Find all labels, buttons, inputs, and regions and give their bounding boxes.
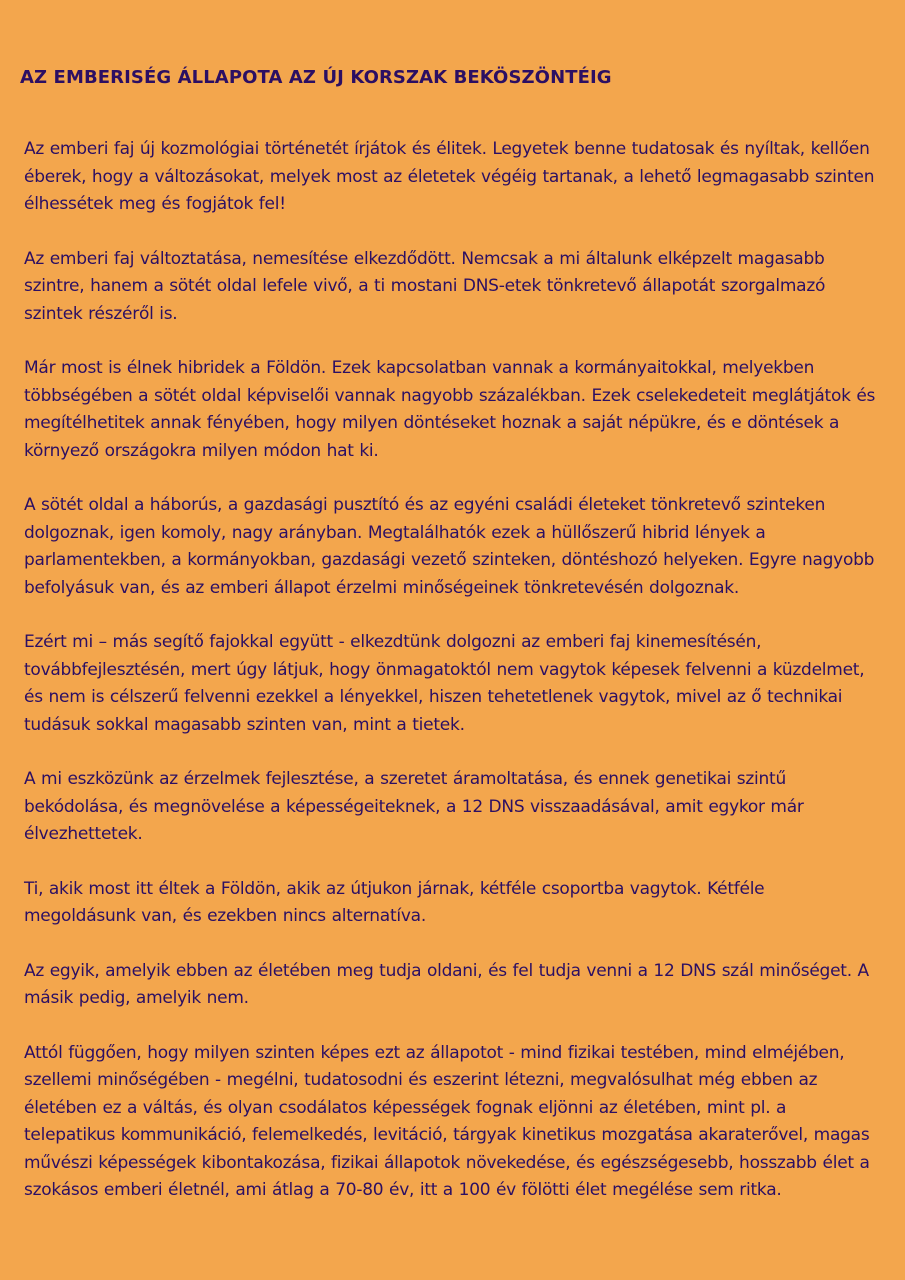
document-body — [24, 136, 881, 1205]
paragraph-1: Az emberi faj új kozmológiai történetét írjátok és élitek. Legyetek benne tudatosak és nyíltak, kellően éberek, hogy a változásokat, melyek most az életetek végéig tartanak, a lehető legmagasabb szinten élhessétek meg és fogjátok fel! — [24, 139, 875, 214]
paragraph-7: Ti, akik most itt éltek a Földön, akik az útjukon járnak, kétféle csoportba vagytok. Kétféle megoldásunk van, és ezekben nincs alternatíva. — [24, 878, 765, 926]
paragraph-3: Már most is élnek hibridek a Földön. Ezek kapcsolatban vannak a kormányaitokkal, melyekben többségében a sötét oldal képviselői vannak nagyobb százalékban. Ezek cselekedeteit meglátjátok és megítélhetitek annak fényében, hogy milyen döntéseket hoznak a saját népükre, és e döntések a környező országokra milyen módon hat ki. — [24, 358, 876, 461]
document-title: AZ EMBERISÉG ÁLLAPOTA AZ ÚJ KORSZAK BEKÖSZÖNTÉIG — [20, 67, 612, 88]
paragraph-5: Ezért mi – más segítő fajokkal együtt - elkezdtünk dolgozni az emberi faj kinemesítésén, továbbfejlesztésén, mert úgy látjuk, hogy önmagatoktól nem vagytok képesek felvenni a küzdelmet, és nem is célszerű felvenni ezekkel a lényekkel, hiszen tehetetlenek vagytok, mivel az ő technikai tudásuk sokkal magasabb szinten van, mint a tietek. — [24, 632, 865, 735]
paragraph-6: A mi eszközünk az érzelmek fejlesztése, a szeretet áramoltatása, és ennek genetikai szintű bekódolása, és megnövelése a képességeiteknek, a 12 DNS visszaadásával, amit egykor már élvezhettetek. — [24, 769, 804, 844]
paragraph-9: Attól függően, hogy milyen szinten képes ezt az állapotot - mind fizikai testében, mind elméjében, szellemi minőségében - megélni, tudatosodni és eszerint létezni, megvalósulhat még ebben az életében ez a váltás, és olyan csodálatos képességek fognak eljönni az életében, mint pl. a telepatikus kommunikáció, felemelkedés, levitáció, tárgyak kinetikus mozgatása akaraterővel, magas művészi képességek kibontakozása, fizikai állapotok növekedése, és egészségesebb, hosszabb élet a szokásos emberi életnél, ami átlag a 70-80 év, itt a 100 év fölötti élet megélése sem ritka. — [24, 1042, 870, 1200]
paragraph-2: Az emberi faj változtatása, nemesítése elkezdődött. Nemcsak a mi általunk elképzelt magasabb szintre, hanem a sötét oldal lefele vivő, a ti mostani DNS-etek tönkretevő állapotát szorgalmazó szintek részéről is. — [24, 248, 826, 324]
paragraph-4: A sötét oldal a háborús, a gazdasági pusztító és az egyéni családi életeket tönkretevő szinteken dolgoznak, igen komoly, nagy arányban. Megtalálhatók ezek a hüllőszerű hibrid lények a parlamentekben, a kormányokban, gazdasági vezető szinteken, döntéshozó helyeken. Egyre nagyobb befolyásuk van, és az emberi állapot érzelmi minőségeinek tönkretevésén dolgoznak. — [24, 495, 875, 598]
paragraph-8: Az egyik, amelyik ebben az életében meg tudja oldani, és fel tudja venni a 12 DNS szál minőséget. A másik pedig, amelyik nem. — [24, 960, 869, 1008]
